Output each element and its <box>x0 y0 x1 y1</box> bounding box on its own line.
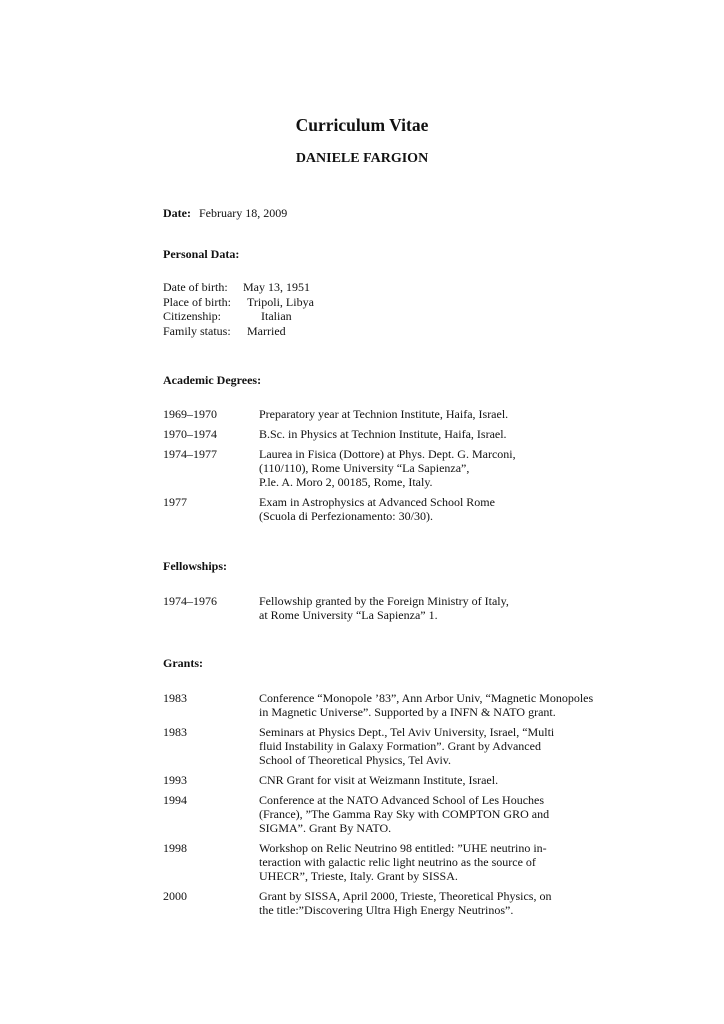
personal-value: May 13, 1951 <box>243 280 310 294</box>
entry-year: 1993 <box>163 773 187 787</box>
fellowship-entry <box>163 594 623 622</box>
entry-line: Exam in Astrophysics at Advanced School Rome <box>259 495 495 509</box>
grant-entry <box>163 841 623 883</box>
entry-year: 1970–1974 <box>163 427 217 441</box>
date-value: February 18, 2009 <box>198 206 288 220</box>
entry-text <box>259 447 619 489</box>
entry-line: CNR Grant for visit at Weizmann Institute, Israel. <box>259 773 499 787</box>
entry-text <box>259 407 619 421</box>
entry-line: Grant by SISSA, April 2000, Trieste, Theoretical Physics, on <box>259 889 552 903</box>
personal-data-heading: Personal Data: <box>163 247 240 261</box>
entry-line: Laurea in Fisica (Dottore) at Phys. Dept. G. Marconi, <box>259 447 516 461</box>
grant-entry <box>163 691 623 719</box>
personal-row-family-status <box>163 324 314 339</box>
academic-degrees-heading: Academic Degrees: <box>163 373 262 387</box>
academic-entry <box>163 407 623 421</box>
entry-year: 1969–1970 <box>163 407 217 421</box>
entry-line: at Rome University “La Sapienza” 1. <box>259 608 438 622</box>
grants-list <box>163 691 623 923</box>
grant-entry <box>163 725 623 767</box>
personal-value: Tripoli, Libya <box>247 294 314 309</box>
entry-line: in Magnetic Universe”. Supported by a INFN & NATO grant. <box>259 705 556 719</box>
entry-text <box>259 495 619 523</box>
personal-label: Citizenship: <box>163 309 221 323</box>
academic-entry <box>163 495 623 523</box>
entry-text <box>259 889 619 917</box>
date-label: Date: <box>163 206 191 220</box>
entry-line: B.Sc. in Physics at Technion Institute, Haifa, Israel. <box>259 427 507 441</box>
entry-text <box>259 793 619 835</box>
personal-label: Date of birth: <box>163 280 228 294</box>
person-name: DANIELE FARGION <box>295 151 429 166</box>
personal-value: Italian <box>261 309 292 323</box>
fellowships-heading: Fellowships: <box>163 559 228 573</box>
entry-line: fluid Instability in Galaxy Formation”. Grant by Advanced <box>259 739 541 753</box>
academic-entry <box>163 447 623 489</box>
date-line <box>163 206 287 220</box>
entry-year: 1998 <box>163 841 187 855</box>
entry-line: Conference at the NATO Advanced School of Les Houches <box>259 793 545 807</box>
entry-line: Workshop on Relic Neutrino 98 entitled: ”UHE neutrino in- <box>259 841 547 855</box>
entry-year: 1994 <box>163 793 187 807</box>
entry-line: Preparatory year at Technion Institute, Haifa, Israel. <box>259 407 509 421</box>
entry-year: 1974–1976 <box>163 594 217 608</box>
entry-year: 1977 <box>163 495 187 509</box>
personal-data-list <box>163 280 314 338</box>
entry-line: (France), ”The Gamma Ray Sky with COMPTON GRO and <box>259 807 550 821</box>
entry-line: (110/110), Rome University “La Sapienza”, <box>259 461 470 475</box>
personal-row-birthplace <box>163 295 314 310</box>
grant-entry <box>163 793 623 835</box>
entry-line: Seminars at Physics Dept., Tel Aviv University, Israel, “Multi <box>259 725 555 739</box>
entry-text <box>259 427 619 441</box>
entry-text <box>259 691 619 719</box>
entry-line: Conference “Monopole ’83”, Ann Arbor Univ, “Magnetic Monopoles <box>259 691 594 705</box>
entry-line: UHECR”, Trieste, Italy. Grant by SISSA. <box>259 869 458 883</box>
entry-line: P.le. A. Moro 2, 00185, Rome, Italy. <box>259 475 433 489</box>
personal-row-birthdate <box>163 280 314 295</box>
entry-year: 1974–1977 <box>163 447 217 461</box>
entry-text <box>259 841 619 883</box>
academic-entry <box>163 427 623 441</box>
personal-label: Place of birth: <box>163 294 231 309</box>
entry-line: Fellowship granted by the Foreign Ministry of Italy, <box>259 594 509 608</box>
personal-row-citizenship <box>163 309 314 324</box>
entry-year: 1983 <box>163 725 187 739</box>
grants-heading: Grants: <box>163 656 203 670</box>
entry-text <box>259 773 619 787</box>
personal-label: Family status: <box>163 323 231 338</box>
entry-text <box>259 725 619 767</box>
fellowships-list <box>163 594 623 628</box>
personal-value: Married <box>247 323 286 338</box>
entry-year: 1983 <box>163 691 187 705</box>
entry-line: SIGMA”. Grant By NATO. <box>259 821 392 835</box>
entry-line: School of Theoretical Physics, Tel Aviv. <box>259 753 452 767</box>
entry-line: teraction with galactic relic light neutrino as the source of <box>259 855 536 869</box>
grant-entry <box>163 889 623 917</box>
entry-text <box>259 594 619 622</box>
academic-degrees-list <box>163 407 623 529</box>
entry-line: the title:”Discovering Ultra High Energy Neutrinos”. <box>259 903 514 917</box>
document-title: Curriculum Vitae <box>295 115 429 135</box>
entry-year: 2000 <box>163 889 187 903</box>
grant-entry <box>163 773 623 787</box>
entry-line: (Scuola di Perfezionamento: 30/30). <box>259 509 433 523</box>
